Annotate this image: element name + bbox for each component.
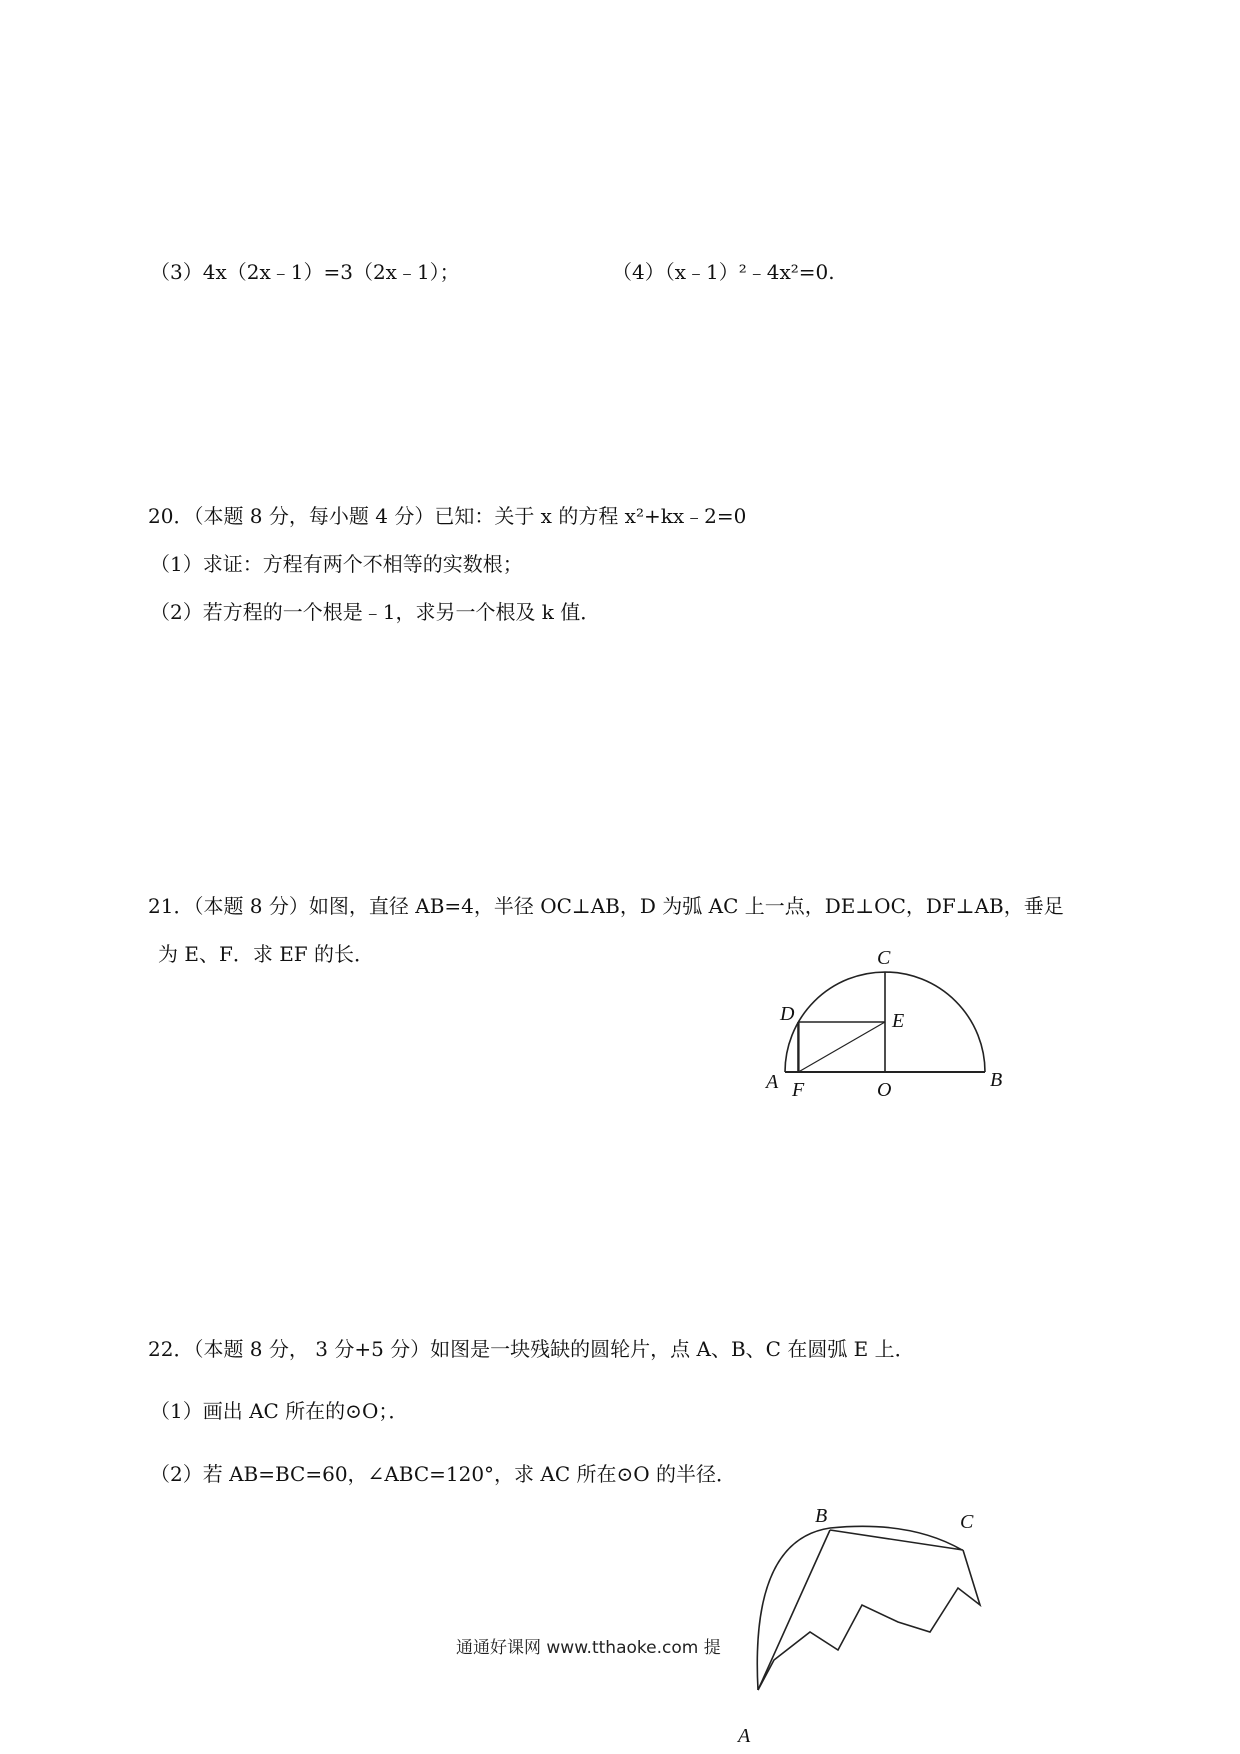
footer-watermark: 通通好课网 www.tthaoke.com 提: [456, 1638, 721, 1658]
label-a: A: [738, 1725, 751, 1747]
broken-edge: [758, 1550, 980, 1690]
problem22-figure: [730, 1500, 1000, 1750]
label-e: E: [892, 1010, 905, 1032]
problem22-sub2: （2）若 AB=BC=60，∠ABC=120°，求 AC 所在⊙O 的半径．: [150, 1462, 737, 1486]
problem21-figure: [750, 930, 1010, 1100]
label-c: C: [877, 947, 891, 969]
problem21-header-line2: 为 E、F．求 EF 的长．: [158, 942, 375, 966]
label-a: A: [766, 1071, 779, 1093]
label-f: F: [792, 1079, 805, 1100]
label-b: B: [990, 1069, 1003, 1091]
problem21-header-line1: 21．（本题 8 分）如图，直径 AB=4，半径 OC⊥AB，D 为弧 AC 上一点，DE⊥OC，DF⊥AB，垂足: [148, 894, 1064, 918]
problem22-header: 22．（本题 8 分， 3 分+5 分）如图是一块残缺的圆轮片，点 A、B、C 在圆弧 E 上．: [148, 1337, 915, 1361]
label-d: D: [780, 1003, 795, 1025]
label-b: B: [815, 1505, 828, 1527]
label-o: O: [877, 1079, 892, 1100]
chord-ab: [758, 1530, 830, 1690]
problem19-part3: （3）4x（2x﹣1）=3（2x﹣1）；: [150, 260, 460, 284]
problem20-sub1: （1）求证：方程有两个不相等的实数根；: [150, 552, 523, 576]
segment-ef: [798, 1022, 885, 1072]
problem20-sub2: （2）若方程的一个根是﹣1，求另一个根及 k 值．: [150, 600, 601, 624]
problem19-part4: （4）（x﹣1）²﹣4x²=0.: [612, 260, 835, 284]
label-c: C: [960, 1511, 974, 1533]
problem22-sub1: （1）画出 AC 所在的⊙O；．: [150, 1399, 409, 1423]
problem20-header: 20．（本题 8 分，每小题 4 分）已知：关于 x 的方程 x²+kx﹣2=0: [148, 504, 747, 528]
